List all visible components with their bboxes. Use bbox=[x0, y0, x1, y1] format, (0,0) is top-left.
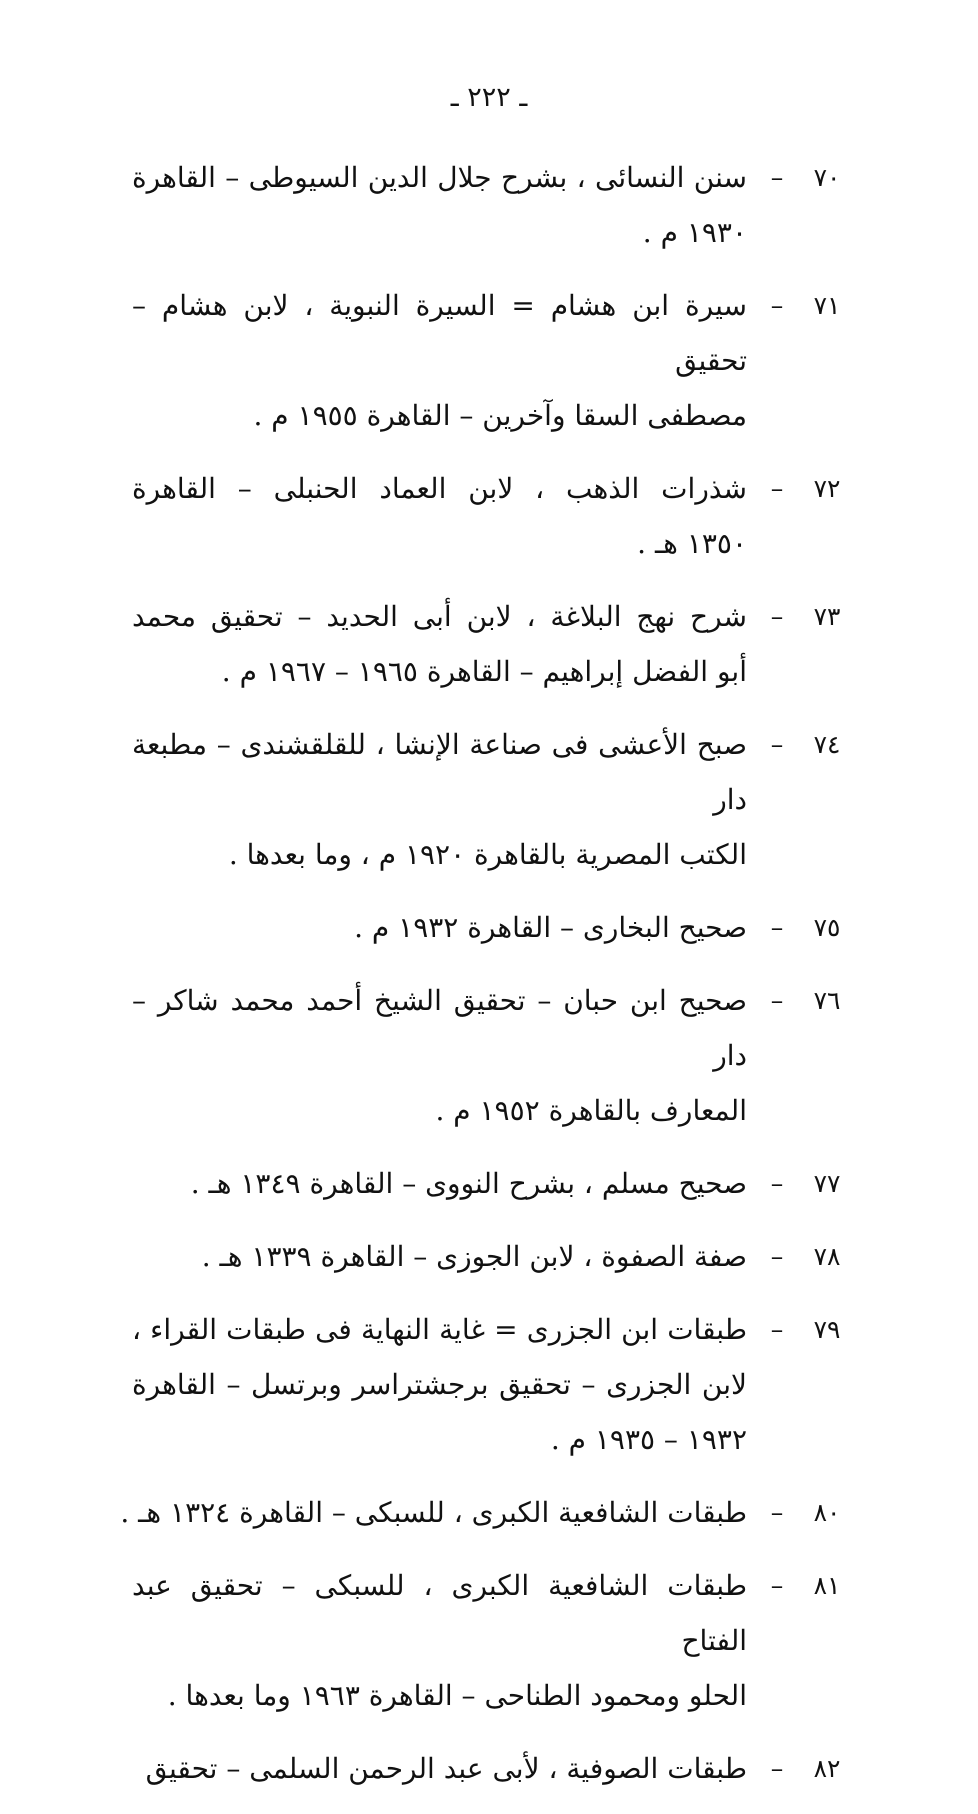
entry-text bbox=[132, 1558, 747, 1723]
entry-number: ٧٤ bbox=[813, 730, 841, 759]
entry-text bbox=[132, 900, 747, 955]
entry-line: سيرة ابن هشام = السيرة النبوية ، لابن هشام – تحقيق bbox=[132, 289, 747, 377]
entry-dash: – bbox=[770, 291, 784, 320]
entry-line: شذرات الذهب ، لابن العماد الحنبلى – القاهرة bbox=[132, 472, 747, 505]
entry-text bbox=[132, 1741, 747, 1796]
entry-line: شرح نهج البلاغة ، لابن أبى الحديد – تحقيق محمد bbox=[132, 600, 747, 633]
entry-line: الكتب المصرية بالقاهرة ١٩٢٠ م ، وما بعدها . bbox=[228, 838, 747, 871]
entry-text bbox=[132, 1156, 747, 1211]
entry-number: ٨٢ bbox=[813, 1754, 841, 1783]
entry-dash: – bbox=[770, 913, 784, 942]
entry-text bbox=[132, 461, 747, 571]
entry-number: ٧٧ bbox=[813, 1169, 841, 1198]
bibliography-entry bbox=[132, 1229, 852, 1284]
entry-text bbox=[132, 973, 747, 1138]
bibliography-entry bbox=[132, 1156, 852, 1211]
entry-line: صحيح مسلم ، بشرح النووى – القاهرة ١٣٤٩ هـ . bbox=[190, 1167, 747, 1200]
entry-number: ٧١ bbox=[813, 291, 841, 320]
entry-text bbox=[132, 589, 747, 699]
bibliography-entry bbox=[132, 589, 852, 699]
bibliography-list bbox=[120, 150, 852, 1814]
bibliography-entry bbox=[132, 1302, 852, 1467]
entry-line: ١٩٣٠ م . bbox=[642, 216, 747, 249]
entry-line: طبقات الصوفية ، لأبى عبد الرحمن السلمى – تحقيق bbox=[145, 1752, 747, 1785]
bibliography-entry bbox=[132, 461, 852, 571]
entry-number: ٧٦ bbox=[813, 986, 841, 1015]
entry-dash: – bbox=[770, 730, 784, 759]
entry-line: الحلو ومحمود الطناحى – القاهرة ١٩٦٣ وما بعدها . bbox=[167, 1679, 747, 1712]
bibliography-entry bbox=[132, 1741, 852, 1796]
entry-number: ٧٩ bbox=[813, 1315, 841, 1344]
bibliography-entry bbox=[132, 717, 852, 882]
bibliography-entry bbox=[132, 150, 852, 260]
entry-number: ٨١ bbox=[813, 1571, 841, 1600]
entry-line: صحيح البخارى – القاهرة ١٩٣٢ م . bbox=[354, 911, 747, 944]
bibliography-entry bbox=[120, 1485, 852, 1540]
page-number: ـ ٢٢٢ ـ bbox=[450, 82, 528, 113]
entry-number: ٧٠ bbox=[813, 163, 841, 192]
entry-number: ٧٥ bbox=[813, 913, 841, 942]
entry-text bbox=[132, 1302, 747, 1467]
entry-line: طبقات ابن الجزرى = غاية النهاية فى طبقات القراء ، bbox=[132, 1313, 747, 1346]
entry-dash: – bbox=[770, 602, 784, 631]
entry-dash: – bbox=[770, 1571, 784, 1600]
entry-dash: – bbox=[770, 163, 784, 192]
entry-dash: – bbox=[770, 1498, 784, 1527]
entry-number: ٧٢ bbox=[813, 474, 841, 503]
entry-text bbox=[120, 1485, 747, 1540]
entry-text bbox=[132, 1229, 747, 1284]
entry-dash: – bbox=[770, 474, 784, 503]
entry-number: ٨٠ bbox=[813, 1498, 841, 1527]
entry-line: لابن الجزرى – تحقيق برجشتراسر وبرتسل – القاهرة bbox=[132, 1368, 747, 1401]
entry-line: ١٣٥٠ هـ . bbox=[637, 527, 747, 560]
entry-number: ٧٨ bbox=[813, 1242, 841, 1271]
entry-line: صفة الصفوة ، لابن الجوزى – القاهرة ١٣٣٩ هـ . bbox=[201, 1240, 747, 1273]
entry-text bbox=[132, 278, 747, 443]
bibliography-entry bbox=[132, 1558, 852, 1723]
entry-line: صبح الأعشى فى صناعة الإنشا ، للقلقشندى – مطبعة دار bbox=[132, 728, 747, 816]
entry-text bbox=[132, 150, 747, 260]
entry-line: أبو الفضل إبراهيم – القاهرة ١٩٦٥ – ١٩٦٧ م . bbox=[221, 655, 747, 688]
entry-line: طبقات الشافعية الكبرى ، للسبكى – تحقيق عبد الفتاح bbox=[132, 1569, 747, 1657]
entry-line: ١٩٣٢ – ١٩٣٥ م . bbox=[550, 1423, 747, 1456]
entry-text bbox=[132, 717, 747, 882]
bibliography-entry bbox=[132, 278, 852, 443]
entry-dash: – bbox=[770, 1754, 784, 1783]
entry-line: سنن النسائى ، بشرح جلال الدين السيوطى – القاهرة bbox=[132, 161, 747, 194]
entry-dash: – bbox=[770, 1242, 784, 1271]
entry-dash: – bbox=[770, 1169, 784, 1198]
entry-number: ٧٣ bbox=[813, 602, 841, 631]
entry-dash: – bbox=[770, 986, 784, 1015]
entry-line: المعارف بالقاهرة ١٩٥٢ م . bbox=[435, 1094, 747, 1127]
bibliography-entry bbox=[132, 900, 852, 955]
entry-dash: – bbox=[770, 1315, 784, 1344]
entry-line: طبقات الشافعية الكبرى ، للسبكى – القاهرة ١٣٢٤ هـ . bbox=[120, 1496, 747, 1529]
bibliography-entry bbox=[132, 973, 852, 1138]
entry-line: مصطفى السقا وآخرين – القاهرة ١٩٥٥ م . bbox=[253, 399, 747, 432]
entry-line: صحيح ابن حبان – تحقيق الشيخ أحمد محمد شاكر – دار bbox=[132, 984, 747, 1072]
